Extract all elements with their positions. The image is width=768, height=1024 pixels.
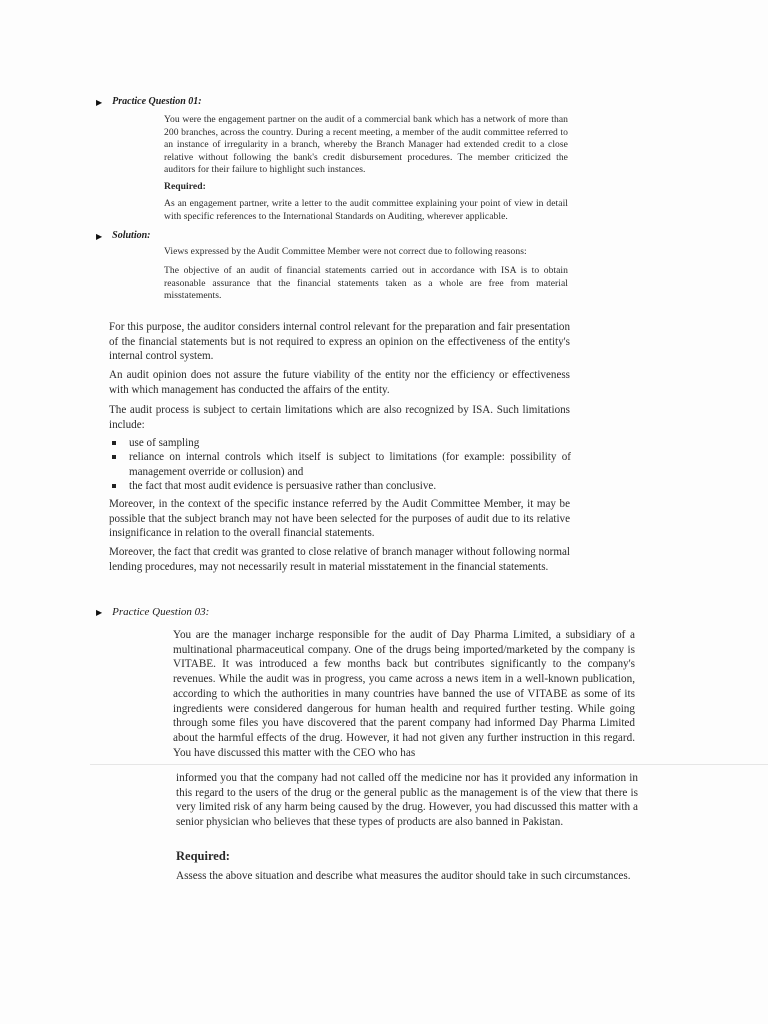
question-01-text: You were the engagement partner on the audit of a commercial bank which has a network of more than 200 branches, across the country. During a recent meeting, a member of the audit committee referred to an instance of irregularity in a branch, whereby the Branch Manager had extended credit to a close relative without following the bank's credit disbursement procedures. The member criticized the auditors for their failure to highlight such instances. (164, 114, 568, 176)
practice-question-01-heading (96, 96, 202, 107)
solution-paragraph-6: Moreover, in the context of the specific instance referred by the Audit Committee Member, it may be possible that the subject branch may not have been selected for the purposes of audit due to its relative insignificance in relation to the overall financial statements. (109, 498, 570, 540)
bullet-square-icon (112, 484, 116, 488)
limitations-list (111, 436, 571, 494)
heading-text: Solution: (112, 230, 151, 241)
page-break-divider (90, 764, 768, 765)
practice-question-03-heading (96, 606, 209, 618)
question-03-text-part-2: informed you that the company had not called off the medicine nor has it provided any information in this regard to the users of the drug or the general public as the management is of the view that there is very limited risk of any harm being caused by the drug. However, you had discussed this matter with a senior physician who believes that these types of products are also banned in Pakistan. (176, 772, 638, 829)
solution-paragraph-5: The audit process is subject to certain limitations which are also recognized by ISA. Such limitations include: (109, 404, 570, 431)
solution-paragraph-3: For this purpose, the auditor considers internal control relevant for the preparation and fair presentation of the financial statements but is not required to express an opinion on the effectiveness of the entity's internal control system. (109, 321, 570, 363)
list-item: reliance on internal controls which itself is subject to limitations (for example: possibility of management override or collusion) and (111, 450, 571, 479)
heading-text: Practice Question 01: (112, 96, 202, 107)
arrow-marker-icon: ▶ (96, 607, 103, 617)
arrow-marker-icon: ▶ (96, 231, 103, 241)
bullet-square-icon (112, 441, 116, 445)
question-01-required-label: Required: (164, 181, 206, 192)
question-03-text-part-1: You are the manager incharge responsible for the audit of Day Pharma Limited, a subsidiary of a multinational pharmaceutical company. One of the drugs being imported/marketed by the company is VITABE. It was introduced a few months back but contributes significantly to the company's revenues. While the audit was in progress, you came across a news item in a well-known publication, according to which the authorities in many countries have banned the use of VITABE as some of its ingredients were considered dangerous for human health and required further testing. While going through some files you have discovered that the parent company had informed Day Pharma Limited about the harmful effects of the drug. However, it had not given any further instruction in this regard. You have discussed this matter with the CEO who has (173, 629, 635, 759)
list-item: the fact that most audit evidence is persuasive rather than conclusive. (111, 479, 571, 493)
solution-heading (96, 230, 151, 241)
arrow-marker-icon: ▶ (96, 97, 103, 107)
bullet-square-icon (112, 455, 116, 459)
list-item: use of sampling (111, 436, 571, 450)
solution-paragraph-7: Moreover, the fact that credit was granted to close relative of branch manager without following normal lending procedures, may not necessarily result in material misstatement in the financial statements. (109, 546, 571, 573)
heading-text: Practice Question 03: (112, 606, 210, 618)
question-03-required-label: Required: (176, 849, 230, 863)
question-03-required-text: Assess the above situation and describe what measures the auditor should take in such circumstances. (176, 870, 631, 882)
solution-paragraph-1: Views expressed by the Audit Committee Member were not correct due to following reasons: (164, 246, 527, 257)
question-01-required-text: As an engagement partner, write a letter to the audit committee explaining your point of view in detail with specific references to the International Standards on Auditing, wherever applicable. (164, 198, 568, 222)
solution-paragraph-2: The objective of an audit of financial statements carried out in accordance with ISA is to obtain reasonable assurance that the financial statements taken as a whole are free from material misstatements. (164, 265, 568, 302)
solution-paragraph-4: An audit opinion does not assure the future viability of the entity nor the efficiency or effectiveness with which management has conducted the affairs of the entity. (109, 369, 570, 396)
